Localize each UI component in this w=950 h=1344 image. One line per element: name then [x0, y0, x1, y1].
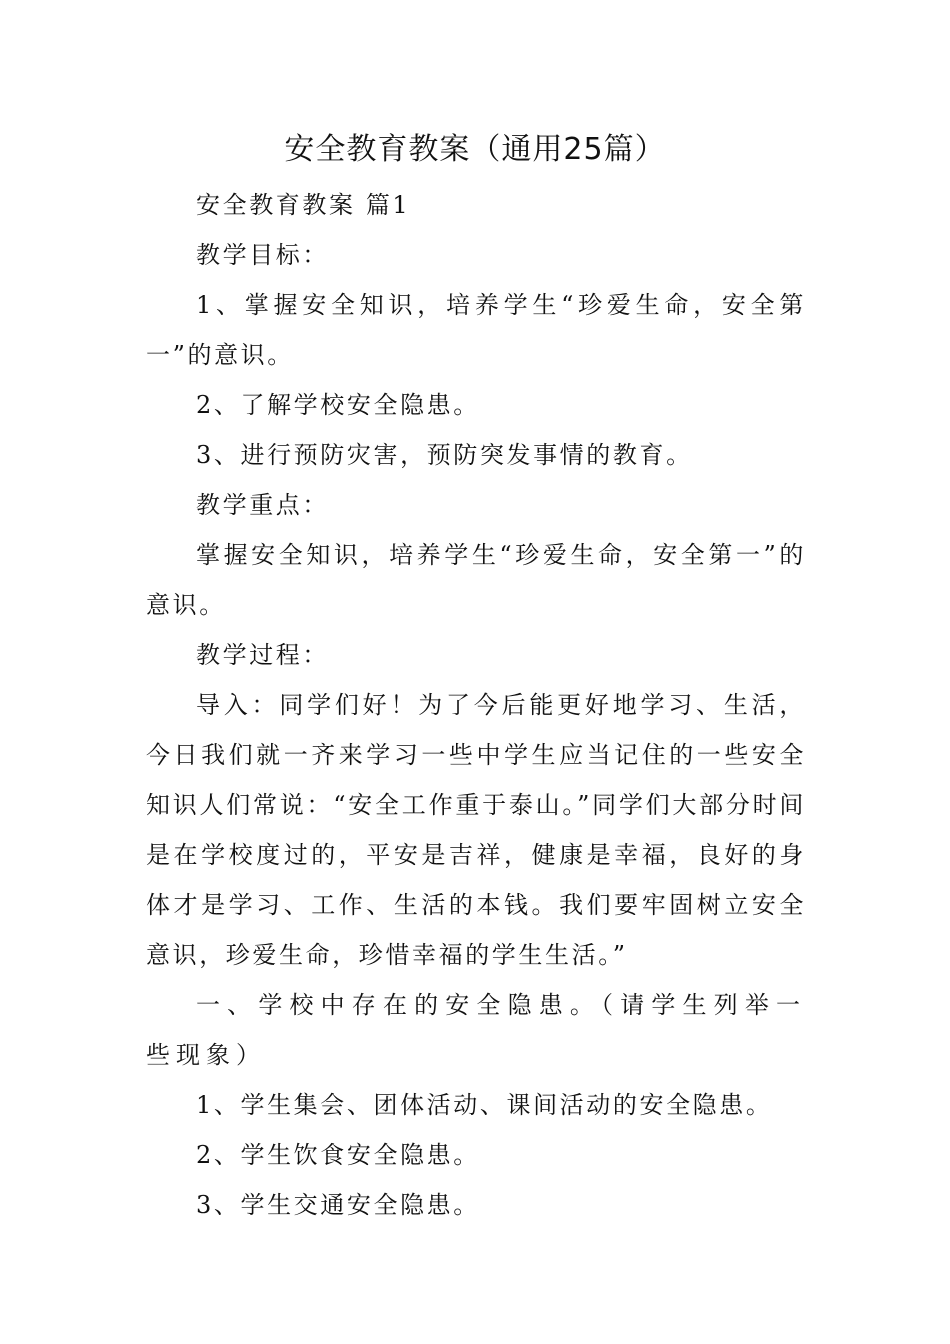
paragraph-goal-2: 2、了解学校安全隐患。 [196, 391, 480, 419]
document-title: 安全教育教案（通用25篇） [284, 132, 666, 167]
paragraph-teaching-goals-heading: 教学目标： [196, 241, 329, 269]
paragraph-key-points: 掌握安全知识，培养学生“珍爱生命，安全第一”的意识。 [146, 541, 806, 619]
paragraph-key-points-heading: 教学重点： [196, 491, 329, 519]
paragraph-section-one: 一、学校中存在的安全隐患。（请学生列举一些现象） [146, 991, 806, 1069]
paragraph-goal-3: 3、进行预防灾害，预防突发事情的教育。 [196, 441, 693, 469]
paragraph-goal-1: 1、掌握安全知识，培养学生“珍爱生命，安全第一”的意识。 [146, 291, 806, 369]
section-heading: 安全教育教案 篇1 [196, 191, 411, 219]
paragraph-hazard-2: 2、学生饮食安全隐患。 [196, 1141, 480, 1169]
paragraph-introduction: 导入：同学们好！为了今后能更好地学习、生活，今日我们就一齐来学习一些中学生应当记住的一些安全知识人们常说：“安全工作重于泰山。”同学们大部分时间是在学校度过的，平安是吉祥，健康是幸福，良好的身体才是学习、工作、生活的本钱。我们要牢固树立安全意识，珍爱生命，珍惜幸福的学生生活。” [146, 691, 806, 969]
document-body [146, 180, 806, 1230]
paragraph-hazard-3: 3、学生交通安全隐患。 [196, 1191, 480, 1219]
paragraph-process-heading: 教学过程： [196, 641, 329, 669]
paragraph-hazard-1: 1、学生集会、团体活动、课间活动的安全隐患。 [196, 1091, 773, 1119]
